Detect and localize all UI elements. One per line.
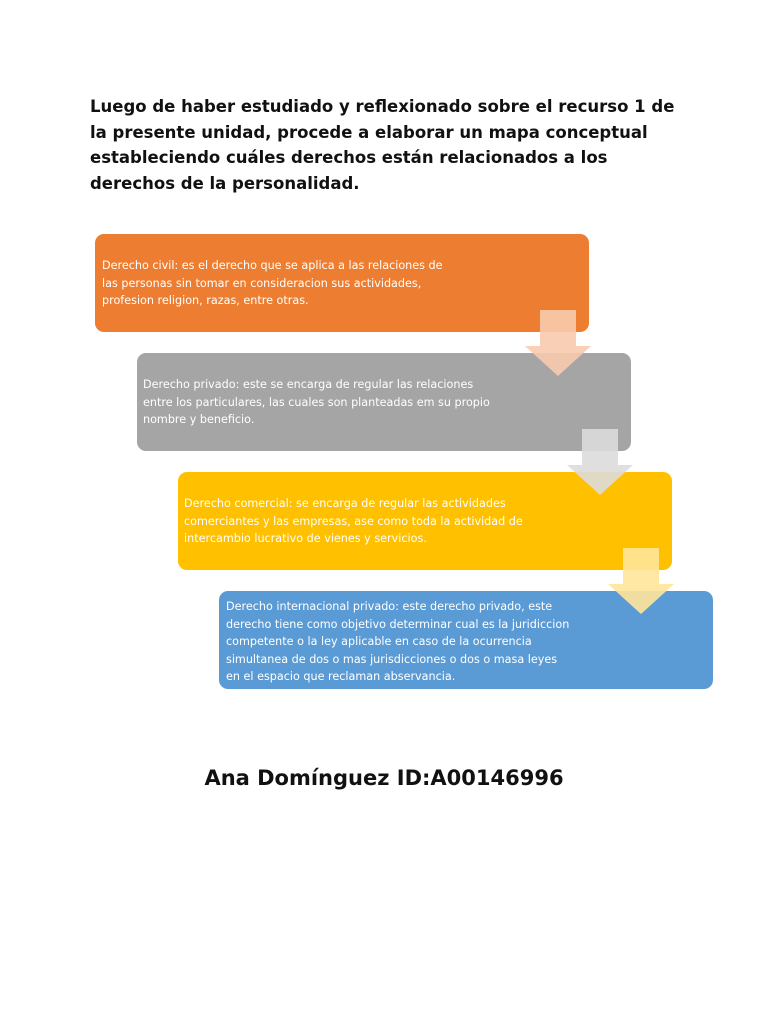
arrow-shape: [567, 429, 633, 495]
concept-box-text: Derecho civil: es el derecho que se aplica a las relaciones de las personas sin tomar en consideracion sus actividades, profesion religion, razas, entre otras.: [102, 259, 443, 307]
author-signature: Ana Domínguez ID:A00146996: [204, 766, 564, 790]
concept-box-text: Derecho comercial: se encarga de regular las actividades comerciantes y las empresas, ase como toda la actividad de intercambio lucrativo de vienes y servicios.: [184, 497, 523, 545]
instructions-text: Luego de haber estudiado y reflexionado sobre el recurso 1 de la presente unidad, procede a elaborar un mapa conceptual estableciendo cuáles derechos están relacionados a los derechos de la personalidad.: [90, 97, 675, 193]
concept-box-text: Derecho privado: este se encarga de regular las relaciones entre los particulares, las cuales son planteadas em su propio nombre y beneficio.: [143, 378, 490, 426]
down-arrow-icon: [608, 548, 674, 614]
concept-box-text: Derecho internacional privado: este derecho privado, este derecho tiene como objetivo determinar cual es la juridiccion competente o la ley aplicable en caso de la ocurrencia simultanea de dos o mas jurisdicciones o dos o masa leyes en el espacio que reclaman abservancia.: [226, 600, 570, 683]
arrow-shape: [608, 548, 674, 614]
arrow-shape: [525, 310, 591, 376]
down-arrow-icon: [525, 310, 591, 376]
concept-box-derecho-civil: [95, 234, 589, 332]
down-arrow-icon: [567, 429, 633, 495]
